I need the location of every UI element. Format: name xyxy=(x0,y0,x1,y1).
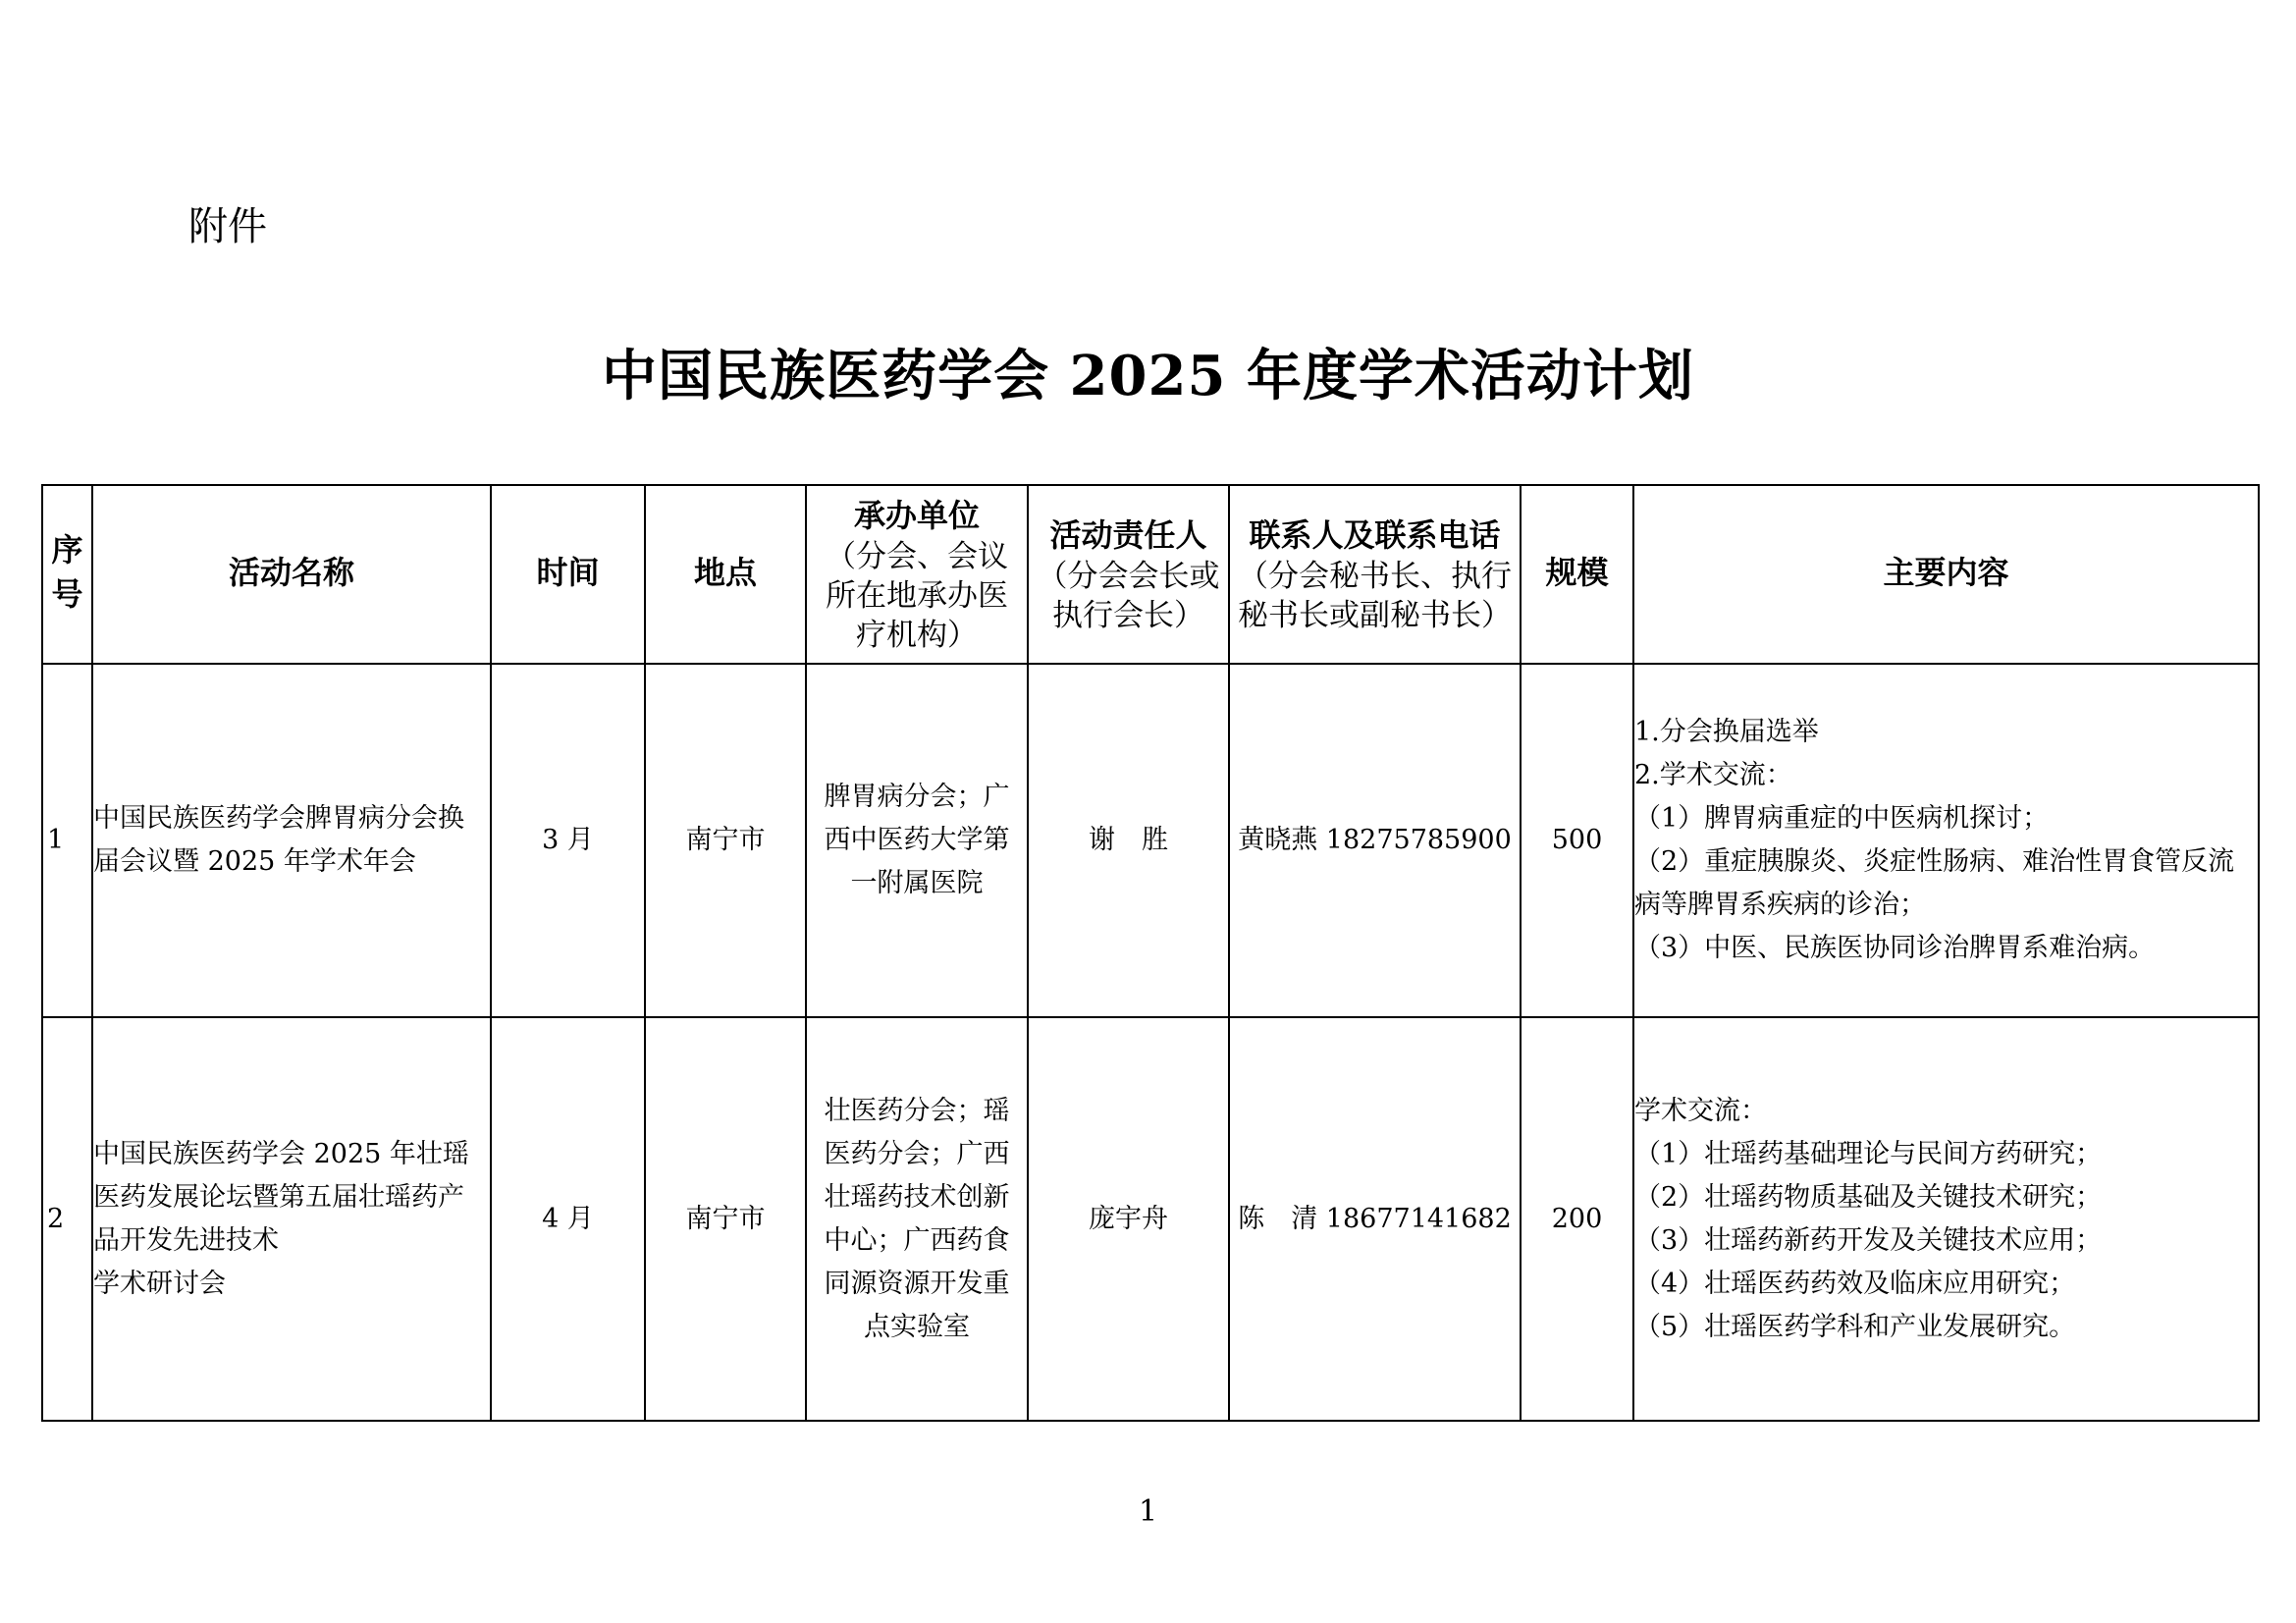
content-line: （2）壮瑶药物质基础及关键技术研究； xyxy=(1634,1181,2103,1213)
cell-leader: 庞宇舟 xyxy=(1028,1017,1229,1421)
cell-place: 南宁市 xyxy=(645,664,806,1017)
cell-name-line: 中国民族医药学会 2025 年壮瑶医药发展论坛暨第五届壮瑶药产品开发先进技术 xyxy=(93,1138,469,1256)
table-header-row xyxy=(42,485,2259,664)
activity-plan-table xyxy=(41,484,2260,1422)
cell-time: 4 月 xyxy=(491,1017,645,1421)
cell-time: 3 月 xyxy=(491,664,645,1017)
header-scale: 规模 xyxy=(1521,485,1633,664)
cell-leader: 谢 胜 xyxy=(1028,664,1229,1017)
header-time: 时间 xyxy=(491,485,645,664)
header-place: 地点 xyxy=(645,485,806,664)
content-line: （2）重症胰腺炎、炎症性肠病、难治性胃食管反流病等脾胃系疾病的诊治； xyxy=(1634,846,2235,920)
header-contact: 联系人及联系电话 （分会秘书长、执行秘书长或副秘书长） xyxy=(1229,485,1521,664)
cell-seq: 1 xyxy=(42,664,92,1017)
cell-name: 中国民族医药学会脾胃病分会换届会议暨 2025 年学术年会 xyxy=(92,664,491,1017)
attachment-label: 附件 xyxy=(188,204,267,249)
content-line: （1）壮瑶药基础理论与民间方药研究； xyxy=(1634,1138,2103,1169)
content-line: 学术交流： xyxy=(1634,1095,1767,1126)
content-line: （1）脾胃病重症的中医病机探讨； xyxy=(1634,803,2050,834)
cell-scale: 500 xyxy=(1521,664,1633,1017)
content-line: （5）壮瑶医药学科和产业发展研究。 xyxy=(1634,1311,2076,1342)
header-seq: 序号 xyxy=(42,485,92,664)
cell-name-line: 学术研讨会 xyxy=(93,1268,226,1299)
cell-content xyxy=(1633,1017,2259,1421)
header-host: 承办单位 （分会、会议所在地承办医疗机构） xyxy=(806,485,1028,664)
content-line: （4）壮瑶医药药效及临床应用研究； xyxy=(1634,1268,2076,1299)
cell-name xyxy=(92,1017,491,1421)
cell-host: 壮医药分会；瑶医药分会；广西壮瑶药技术创新中心；广西药食同源资源开发重点实验室 xyxy=(806,1017,1028,1421)
page-number: 1 xyxy=(1138,1494,1158,1529)
document-title: 中国民族医药学会 2025 年度学术活动计划 xyxy=(602,344,1694,408)
cell-contact: 陈 清 18677141682 xyxy=(1229,1017,1521,1421)
cell-place: 南宁市 xyxy=(645,1017,806,1421)
cell-seq: 2 xyxy=(42,1017,92,1421)
header-content: 主要内容 xyxy=(1633,485,2259,664)
table-row xyxy=(42,1017,2259,1421)
content-line: 1.分会换届选举 xyxy=(1634,717,1819,747)
content-line: （3）中医、民族医协同诊治脾胃系难治病。 xyxy=(1634,933,2156,963)
cell-contact: 黄晓燕 18275785900 xyxy=(1229,664,1521,1017)
cell-content xyxy=(1633,664,2259,1017)
content-line: （3）壮瑶药新药开发及关键技术应用； xyxy=(1634,1224,2103,1256)
content-line: 2.学术交流： xyxy=(1634,760,1792,790)
cell-host: 脾胃病分会；广西中医药大学第一附属医院 xyxy=(806,664,1028,1017)
table-row xyxy=(42,664,2259,1017)
cell-scale: 200 xyxy=(1521,1017,1633,1421)
header-name: 活动名称 xyxy=(92,485,491,664)
header-leader: 活动责任人 （分会会长或执行会长） xyxy=(1028,485,1229,664)
